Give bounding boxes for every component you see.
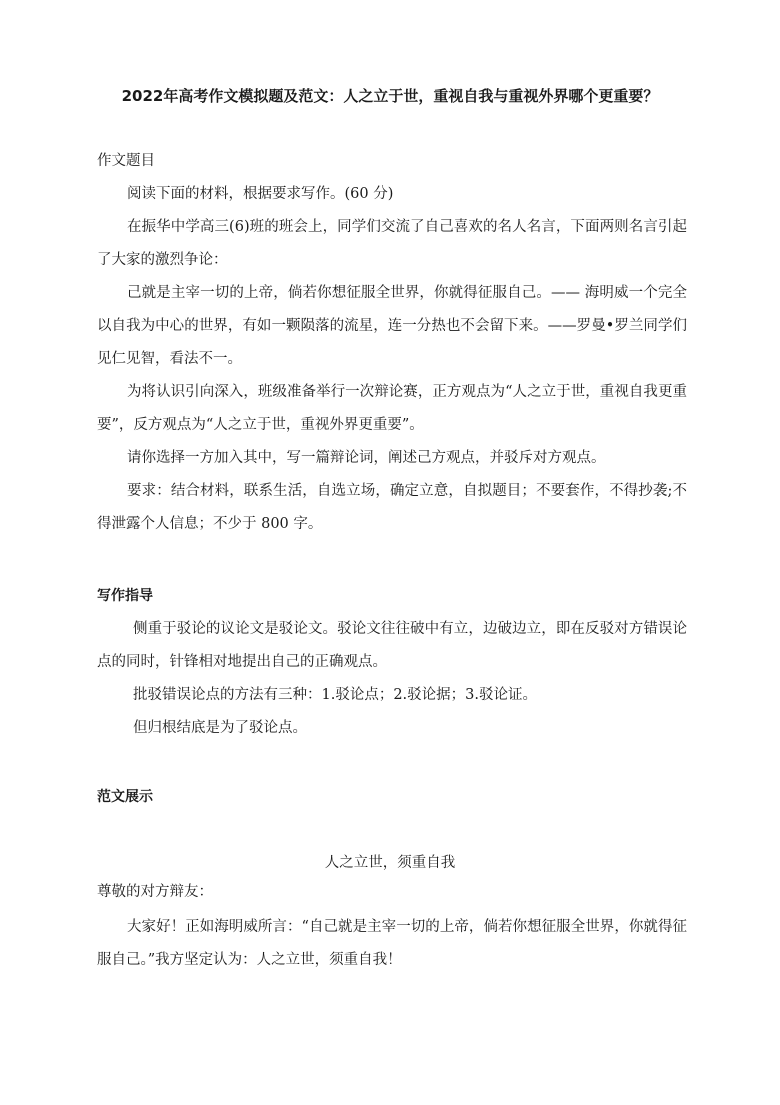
prompt-paragraph-4: 为将认识引向深入，班级准备举行一次辩论赛，正方观点为“人之立于世，重视自我更重要”，反方观点为“人之立于世，重视外界更重要”。: [97, 384, 687, 433]
document-title: 2022年高考作文模拟题及范文：人之立于世，重视自我与重视外界哪个更重要？: [121, 87, 659, 105]
prompt-paragraph-5: 请你选择一方加入其中，写一篇辩论词，阐述己方观点，并驳斥对方观点。: [127, 450, 606, 466]
essay-title: 人之立世，须重自我: [324, 855, 456, 871]
guide-paragraph-3: 但归根结底是为了驳论点。: [133, 720, 307, 736]
essay-salutation: 尊敬的对方辩友：: [97, 884, 213, 900]
prompt-paragraph-3: 己就是主宰一切的上帝，倘若你想征服全世界，你就得征服自己。—— 海明威一个完全以自我为中心的世界，有如一颗陨落的流星，连一分热也不会留下来。——罗曼•罗兰同学们见仁见智，看法不一。: [97, 285, 687, 367]
guide-paragraph-2: 批驳错误论点的方法有三种：1.驳论点；2.驳论据；3.驳论证。: [133, 687, 538, 703]
prompt-paragraph-2: 在振华中学高三(6)班的班会上，同学们交流了自己喜欢的名人名言，下面两则名言引起了大家的激烈争论：: [97, 219, 687, 268]
guide-paragraph-1: 侧重于驳论的议论文是驳论文。驳论文往往破中有立，边破边立，即在反驳对方错误论点的同时，针锋相对地提出自己的正确观点。: [97, 621, 687, 670]
prompt-paragraph-6: 要求：结合材料，联系生活，自选立场，确定立意，自拟题目；不要套作，不得抄袭;不得泄露个人信息；不少于 800 字。: [97, 483, 687, 532]
essay-paragraph-1: 大家好！正如海明威所言：“自己就是主宰一切的上帝，倘若你想征服全世界，你就得征服自己。”我方坚定认为：人之立世，须重自我！: [97, 919, 687, 968]
prompt-paragraph-1: 阅读下面的材料，根据要求写作。(60 分): [127, 186, 394, 202]
guide-heading: 写作指导: [97, 588, 153, 604]
prompt-heading: 作文题目: [97, 153, 155, 169]
essay-heading: 范文展示: [97, 789, 153, 805]
